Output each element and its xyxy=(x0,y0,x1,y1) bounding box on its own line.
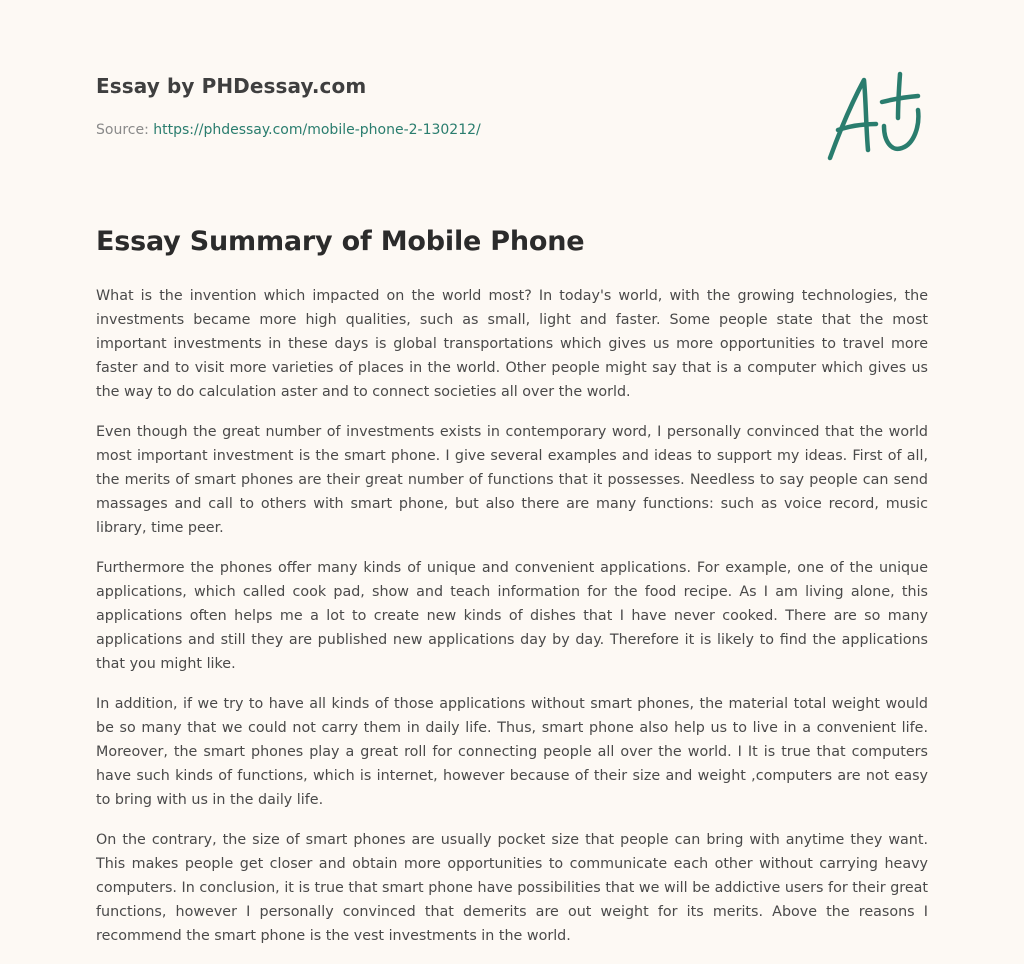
brand-title: Essay by PHDessay.com xyxy=(96,74,367,98)
essay-body xyxy=(96,284,928,964)
essay-title: Essay Summary of Mobile Phone xyxy=(96,226,585,257)
essay-paragraph: In addition, if we try to have all kinds of those applications without smart phones, the material total weight would be so many that we could not carry them in daily life. Thus, smart phone also help us to live in a convenient life. Moreover, the smart phones play a great roll for connecting people all over the world. I It is true that computers have such kinds of functions, which is internet, however because of their size and weight ,computers are not easy to bring with us in the daily life. xyxy=(96,696,928,808)
essay-paragraph: What is the invention which impacted on the world most? In today's world, with the growing technologies, the investments became more high qualities, such as small, light and faster. Some people state that the most important investments in these days is global transportations which gives us more opportunities to travel more faster and to visit more varieties of places in the world. Other people might say that is a computer which gives us the way to do calculation aster and to connect societies all over the world. xyxy=(96,288,928,400)
essay-paragraph: On the contrary, the size of smart phones are usually pocket size that people can bring with anytime they want. This makes people get closer and obtain more opportunities to communicate each other without carrying heavy computers. In conclusion, it is true that smart phone have possibilities that we will be addictive users for their great functions, however I personally convinced that demerits are out weight for its merits. Above the reasons I recommend the smart phone is the vest investments in the world. xyxy=(96,832,928,944)
page-header xyxy=(96,74,796,138)
source-line xyxy=(96,122,796,138)
a-plus-grade-icon xyxy=(820,66,930,166)
essay-paragraph: Furthermore the phones offer many kinds of unique and convenient applications. For example, one of the unique applications, which called cook pad, show and teach information for the food recipe. As I am living alone, this applications often helps me a lot to create new kinds of dishes that I have never cooked. There are so many applications and still they are published new applications day by day. Therefore it is likely to find the applications that you might like. xyxy=(96,560,928,672)
source-label: Source: xyxy=(96,122,149,138)
essay-paragraph: Even though the great number of investments exists in contemporary word, I personally convinced that the world most important investment is the smart phone. I give several examples and ideas to support my ideas. First of all, the merits of smart phones are their great number of functions that it possesses. Needless to say people can send massages and call to others with smart phone, but also there are many functions: such as voice record, music library, time peer. xyxy=(96,424,928,536)
source-link[interactable]: https://phdessay.com/mobile-phone-2-130212/ xyxy=(153,122,481,138)
